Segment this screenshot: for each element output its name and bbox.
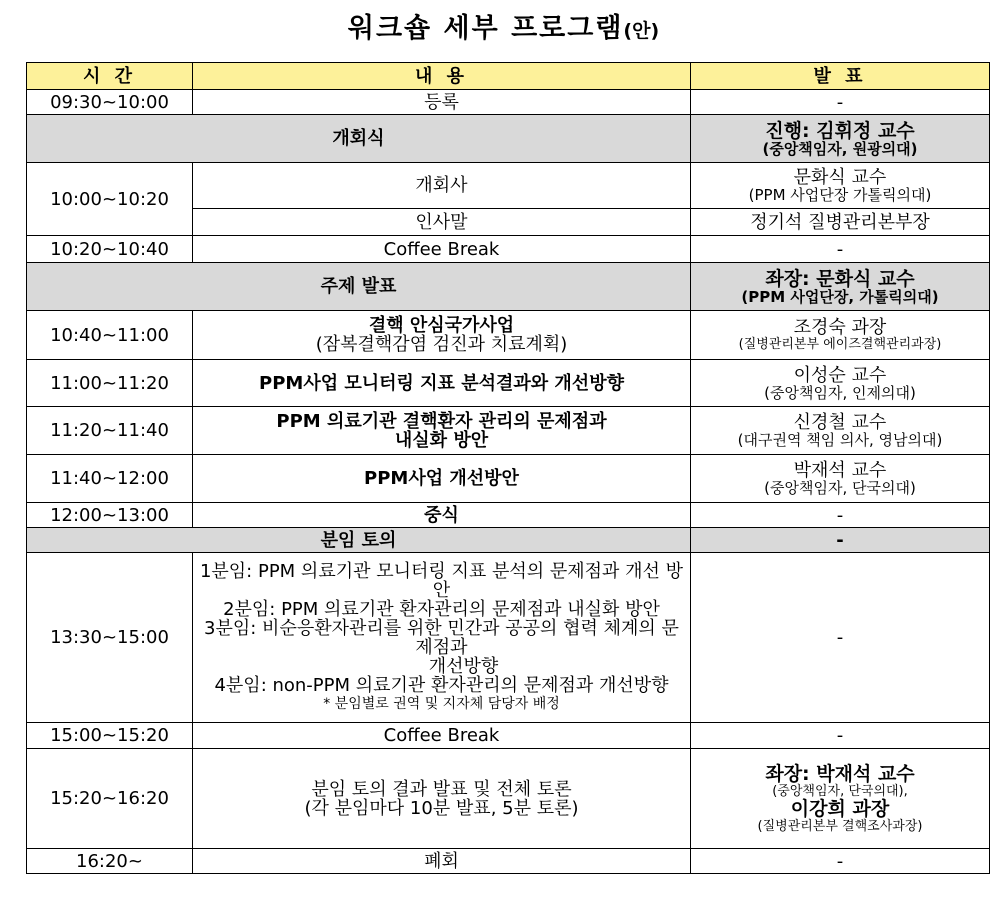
presenter-cell [691,263,990,311]
talk-title-line: 내실화 방안 [394,429,489,451]
table-row [27,749,990,849]
table-row [27,849,990,874]
presenter-affiliation: (PPM 사업단장, 가톨릭의대) [741,287,939,306]
content-cell: PPM사업 개선방안 [193,455,691,503]
talk-subtitle: (잠복결핵감염 검진과 치료계획) [315,334,568,355]
presenter-affiliation: (중앙책임자, 단국의대) [764,479,916,497]
content-cell [193,407,691,455]
presenter-name: 이성순 교수 [793,364,887,386]
presenter-cell: - [691,723,990,749]
section-row [27,263,990,311]
presenter-name: 좌장: 박재석 교수 [765,762,915,785]
content-line: 분임 토의 결과 발표 및 전체 토론 [311,778,572,800]
content-cell [193,311,691,360]
content-cell [193,749,691,849]
time-cell: 11:20~11:40 [27,407,193,455]
title-suffix: (안) [623,20,660,42]
content-line: (각 분임마다 10분 발표, 5분 토론) [304,797,579,819]
program-table [26,62,990,874]
presenter-affiliation: (중앙책임자, 단국의대), [772,783,908,799]
breakout-item: 1분임: PPM 의료기관 모니터링 지표 분석의 문제점과 개선 방안 [199,560,684,601]
time-cell: 16:20~ [27,849,193,874]
presenter-affiliation: (중앙책임자, 원광의대) [762,139,918,158]
presenter-cell: - [691,90,990,115]
section-title: 주제 발표 [27,263,691,311]
table-row [27,90,990,115]
presenter-affiliation: (질병관리본부 결핵조사과장) [757,818,923,834]
presenter-affiliation: (PPM 사업단장 가톨릭의대) [748,186,932,204]
presenter-cell: - [691,236,990,263]
time-cell: 13:30~15:00 [27,553,193,723]
presenter-cell [691,115,990,163]
header-row [27,63,990,90]
time-cell: 15:20~16:20 [27,749,193,849]
content-cell: PPM사업 모니터링 지표 분석결과와 개선방향 [193,360,691,407]
presenter-cell: - [691,528,990,553]
header-time: 시 간 [27,63,193,90]
content-cell: 개회사 [193,163,691,209]
breakout-item: 2분임: PPM 의료기관 환자관리의 문제점과 내실화 방안 [223,598,660,620]
presenter-cell [691,455,990,503]
header-content: 내 용 [193,63,691,90]
presenter-name: 조경숙 과장 [793,317,887,338]
content-cell: Coffee Break [193,236,691,263]
table-row [27,163,990,209]
content-cell: 폐회 [193,849,691,874]
presenter-affiliation: (중앙책임자, 인제의대) [764,383,916,402]
presenter-cell [691,749,990,849]
section-title: 개회식 [27,115,691,163]
presenter-cell [691,163,990,209]
content-cell: Coffee Break [193,723,691,749]
time-cell: 10:00~10:20 [27,163,193,236]
table-row [27,311,990,360]
title-main: 워크숍 세부 프로그램 [347,13,624,44]
presenter-name: 신경철 교수 [793,412,887,433]
section-row [27,115,990,163]
presenter-affiliation: (질병관리본부 에이즈결핵관리과장) [738,337,942,352]
presenter-cell: - [691,553,990,723]
presenter-name: 이강희 과장 [790,797,890,820]
header-presenter: 발 표 [691,63,990,90]
table-row [27,455,990,503]
presenter-name: 좌장: 문화식 교수 [765,267,915,290]
breakout-item: 3분임: 비순응환자관리를 위한 민간과 공공의 협력 체계의 문제점과 [204,617,679,658]
table-row [27,407,990,455]
presenter-cell: 정기석 질병관리본부장 [691,209,990,236]
content-cell: 등록 [193,90,691,115]
breakout-list [193,553,691,723]
content-cell: 중식 [193,503,691,528]
time-cell: 11:00~11:20 [27,360,193,407]
presenter-cell [691,360,990,407]
content-cell: 인사말 [193,209,691,236]
table-row [27,723,990,749]
presenter-cell [691,311,990,360]
presenter-name: 박재석 교수 [793,460,887,481]
breakout-note: * 분임별로 권역 및 지자체 담당자 배정 [323,695,560,712]
table-row [27,553,990,723]
talk-title: 결핵 안심국가사업 [368,315,515,336]
presenter-cell: - [691,849,990,874]
presenter-name: 진행: 김휘정 교수 [765,119,915,142]
section-row [27,528,990,553]
table-row [27,236,990,263]
presenter-affiliation: (대구권역 책임 의사, 영남의대) [737,431,943,449]
time-cell: 10:40~11:00 [27,311,193,360]
presenter-cell [691,407,990,455]
time-cell: 11:40~12:00 [27,455,193,503]
time-cell: 15:00~15:20 [27,723,193,749]
time-cell: 12:00~13:00 [27,503,193,528]
section-title: 분임 토의 [27,528,691,553]
time-cell: 10:20~10:40 [27,236,193,263]
presenter-cell: - [691,503,990,528]
breakout-item-continued: 개선방향 [428,655,499,677]
table-row [27,503,990,528]
time-cell: 09:30~10:00 [27,90,193,115]
table-row [27,360,990,407]
breakout-item: 4분임: non-PPM 의료기관 환자관리의 문제점과 개선방향 [214,674,669,696]
talk-title-line: PPM 의료기관 결핵환자 관리의 문제점과 [276,410,607,432]
presenter-name: 문화식 교수 [793,167,887,188]
document-title [0,6,1007,45]
